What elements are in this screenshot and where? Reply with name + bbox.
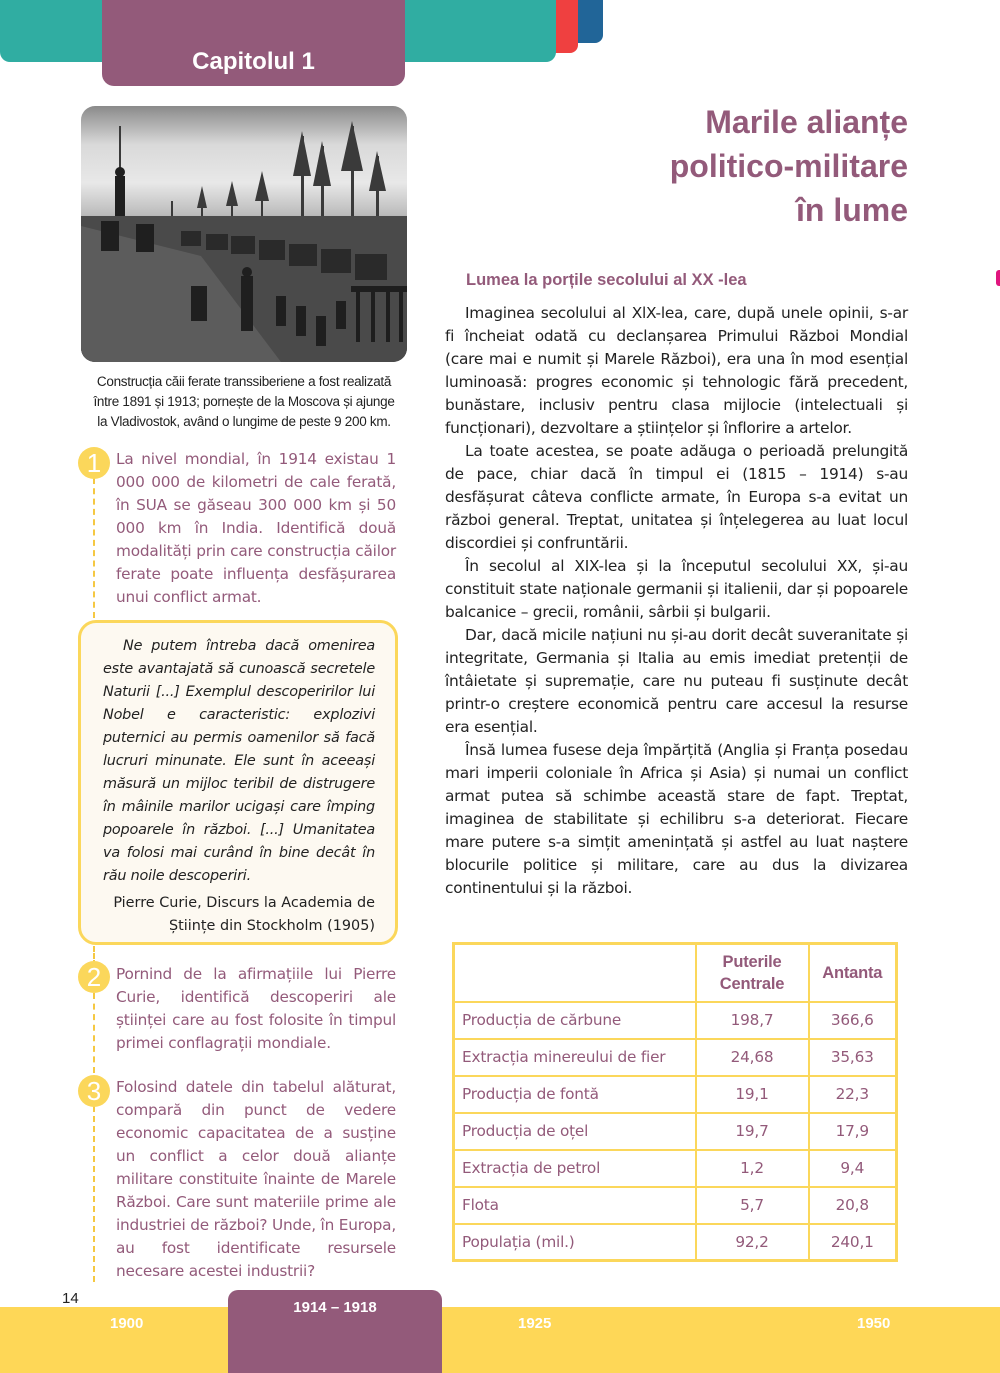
timeline-tick-1950: 1950 xyxy=(857,1315,891,1332)
body-paragraph: La toate acestea, se poate adăuga o perioadă prelungită de pace, chiar dacă în timpul ei (1815 – 1914) s-au desfășurat câteva conflicte armate, în Europa s-a evitat un război general. Treptat, unitatea și înțelegerea au luat locul discordiei și confruntării. xyxy=(445,442,908,552)
entente-value: 17,9 xyxy=(809,1113,897,1150)
timeline-current-period xyxy=(228,1290,442,1373)
table-header-central-powers: Puterile Centrale xyxy=(696,944,809,1002)
question-connector-line xyxy=(93,478,95,618)
question-connector-line xyxy=(93,1106,95,1282)
central-value: 1,2 xyxy=(696,1150,809,1187)
table-row xyxy=(454,1076,897,1113)
entente-value: 22,3 xyxy=(809,1076,897,1113)
entente-value: 20,8 xyxy=(809,1187,897,1224)
page-number: 14 xyxy=(62,1290,79,1307)
question-connector-line xyxy=(93,993,95,1073)
section-heading: Lumea la porțile secolului al XX -lea xyxy=(466,271,747,289)
alliances-economic-table xyxy=(452,942,898,1262)
quote-source xyxy=(103,892,375,938)
central-value: 19,1 xyxy=(696,1076,809,1113)
central-value: 24,68 xyxy=(696,1039,809,1076)
row-label: Producția de fontă xyxy=(454,1076,696,1113)
body-paragraph: Dar, dacă micile națiuni nu și-au dorit decât suveranitate și integritate, Germania și Italia au emis imediat pretenții de întâietate și supremație, care nu puteau fi susținute decât printr-o creștere economică pentru care accesul la resurse era esențial. xyxy=(445,626,908,736)
entente-value: 240,1 xyxy=(809,1224,897,1261)
chapter-tab xyxy=(102,0,405,86)
table-row xyxy=(454,1187,897,1224)
page-title-line-1: Marile alianțe xyxy=(705,104,908,140)
body-paragraph: Însă lumea fusese deja împărțită (Anglia și Franța posedau mari imperii coloniale în Africa și Asia) și numai un conflict armat putea să schimbe această stare de fapt. Treptat, imaginea de stabilitate și echilibru s-a deteriorat. Fiecare mare putere s-a simțit amenințată și astfel au luat naștere blocurile politice și militare, care au dus la divizarea continentului și la război. xyxy=(445,741,908,897)
question-3-text: Folosind datele din tabelul alăturat, compară din punct de vedere economic capacitatea de a susține un conflict a celor două alianțe militare constituite înainte de Marele Război. Care sunt materiile prime ale industriei de război? Unde, în Europa, au fost identificate resursele necesare acestei industrii? xyxy=(116,1078,396,1280)
table-row xyxy=(454,1113,897,1150)
entente-value: 35,63 xyxy=(809,1039,897,1076)
table-row xyxy=(454,1224,897,1261)
row-label: Extracția de petrol xyxy=(454,1150,696,1187)
question-number-badge: 1 xyxy=(78,447,110,479)
timeline-current-label: 1914 – 1918 xyxy=(293,1299,377,1316)
table-header-entente: Antanta xyxy=(809,944,897,1002)
question-number-badge: 2 xyxy=(78,961,110,993)
central-value: 5,7 xyxy=(696,1187,809,1224)
question-number-badge: 3 xyxy=(78,1075,110,1107)
table-row xyxy=(454,1039,897,1076)
entente-value: 366,6 xyxy=(809,1002,897,1039)
page-title-line-3: în lume xyxy=(795,192,908,228)
pierre-curie-quote-box xyxy=(78,620,398,945)
page-edge-marker xyxy=(996,270,1000,286)
quote-text: Ne putem întreba dacă omenirea este avantajată să cunoască secretele Naturii [...] Exemplul descoperirilor lui Nobel e caracteristic: explozivi puternici au permis oamenilor să facă lucruri minunate. Ele sunt în aceeași măsură un mijloc teribil de distrugere în mâinile marilor ucigași care împing popoarele în război. [...] Umanitatea va folosi mai curând în bine decât în rău noile descoperiri. xyxy=(103,638,375,884)
railway-construction-photo xyxy=(81,106,407,362)
chapter-label: Capitolul 1 xyxy=(192,48,315,75)
quote-source-line-1: Pierre Curie, Discurs la Academia de xyxy=(113,895,375,911)
timeline-tick-1925: 1925 xyxy=(518,1315,552,1332)
section-body xyxy=(445,302,908,900)
question-1-text: La nivel mondial, în 1914 existau 1 000 000 de kilometri de cale ferată, în SUA se găseau 300 000 km și 50 000 km în India. Identifică două modalități prin care construcția căilor ferate poate influența desfășurarea unui conflict armat. xyxy=(116,450,396,606)
body-paragraph: Imaginea secolului al XlX-lea, care, după unele opinii, s-ar fi încheiat odată cu declanșarea Primului Război Mondial (care mai e numit și Marele Război), era una în mod esențial luminoasă: progres economic și tehnologic fără precedent, bunăstare, inclusiv pentru clasa mijlocie (intelectuali și funcționari), dezvoltare a științelor și înflorire a artelor. xyxy=(445,304,908,437)
entente-value: 9,4 xyxy=(809,1150,897,1187)
row-label: Extracția minereului de fier xyxy=(454,1039,696,1076)
timeline-bar xyxy=(0,1307,1000,1373)
question-2-text: Pornind de la afirmațiile lui Pierre Curie, identifică descoperiri ale științei care au fost folosite în timpul primei conflagrații mondiale. xyxy=(116,965,396,1052)
page-title xyxy=(670,100,908,232)
table-header-row xyxy=(454,944,897,1002)
timeline-tick-1900: 1900 xyxy=(110,1315,144,1332)
central-value: 19,7 xyxy=(696,1113,809,1150)
photo-caption: Construcția căii ferate transsiberiene a fost realizată între 1891 și 1913; pornește de la Moscova și ajunge la Vladivostok, având o lungime de peste 9 200 km. xyxy=(93,374,395,429)
row-label: Flota xyxy=(454,1187,696,1224)
table-header-empty xyxy=(454,944,696,1002)
quote-source-line-2: Științe din Stockholm (1905) xyxy=(169,918,375,934)
table-row xyxy=(454,1002,897,1039)
photo-illustration xyxy=(81,106,407,362)
row-label: Populația (mil.) xyxy=(454,1224,696,1261)
body-paragraph: În secolul al XIX-lea și la începutul secolului XX, și-au constituit state naționale germanii și italienii, dar și popoarele balcanice – grecii, românii, sârbii și bulgarii. xyxy=(445,557,908,621)
page-title-line-2: politico-militare xyxy=(669,148,908,184)
table-row xyxy=(454,1150,897,1187)
row-label: Producția de oțel xyxy=(454,1113,696,1150)
row-label: Producția de cărbune xyxy=(454,1002,696,1039)
central-value: 92,2 xyxy=(696,1224,809,1261)
central-value: 198,7 xyxy=(696,1002,809,1039)
